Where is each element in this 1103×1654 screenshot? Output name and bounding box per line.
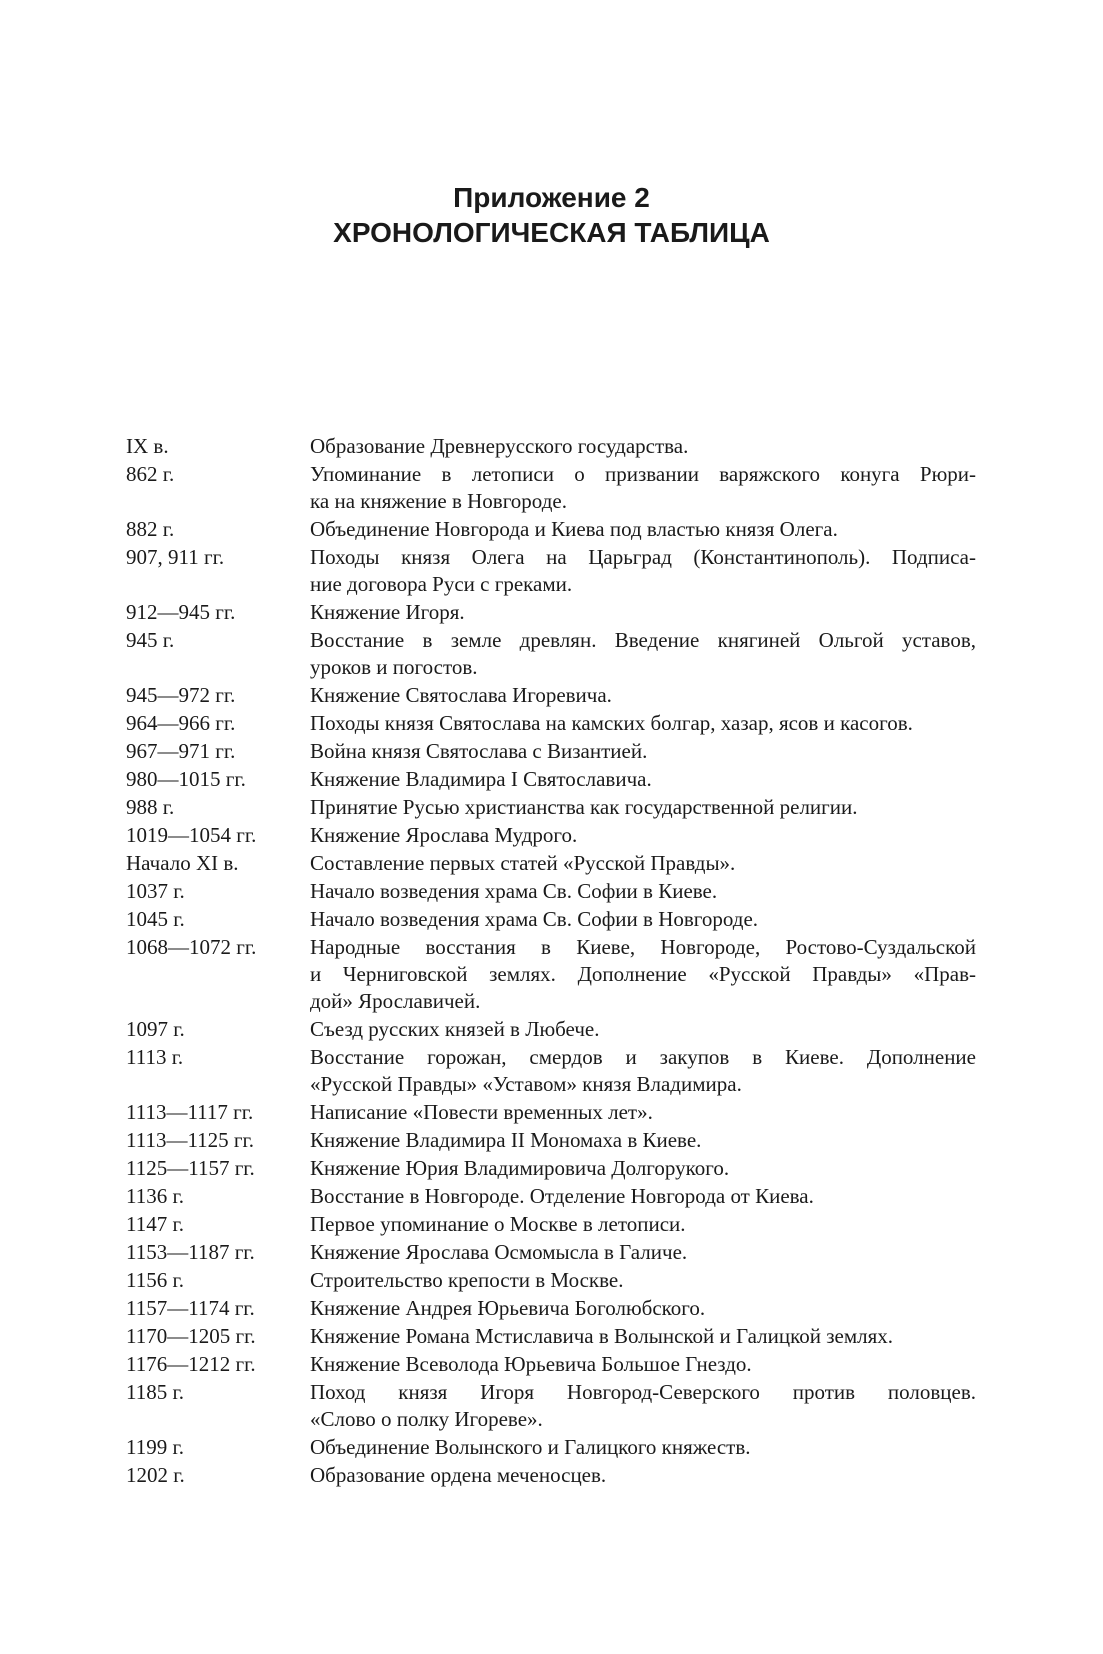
row-event: [310, 1099, 976, 1126]
event-line: Написание «Повести временных лет».: [310, 1100, 653, 1124]
event-line: Строительство крепости в Москве.: [310, 1268, 624, 1292]
row-date: 1097 г.: [126, 1017, 185, 1041]
row-date: 1113 г.: [126, 1045, 184, 1069]
row-date: 980—1015 гг.: [126, 767, 246, 791]
row-event: [310, 738, 976, 765]
chronological-table: [126, 433, 976, 1490]
event-line: Поход князя Игоря Новгород-Северского против половцев.: [310, 1380, 976, 1404]
table-row: [126, 1462, 976, 1489]
table-row: [126, 1239, 976, 1266]
row-date: 912—945 гг.: [126, 600, 236, 624]
event-line: Принятие Русью христианства как государственной религии.: [310, 795, 858, 819]
event-line: Княжение Ярослава Мудрого.: [310, 823, 578, 847]
table-row: [126, 1211, 976, 1238]
row-event: [310, 1434, 976, 1461]
table-row: [126, 878, 976, 905]
row-date: 1157—1174 гг.: [126, 1296, 255, 1320]
event-line: и Черниговской землях. Дополнение «Русской Правды» «Прав-: [310, 962, 976, 986]
row-date: Начало XI в.: [126, 851, 239, 875]
row-event: [310, 878, 976, 905]
row-event: [310, 1044, 976, 1098]
row-event: [310, 1016, 976, 1043]
row-date: 1045 г.: [126, 907, 185, 931]
table-row: [126, 1295, 976, 1322]
row-event: [310, 516, 976, 543]
row-event: [310, 1239, 976, 1266]
table-row: [126, 766, 976, 793]
table-row: [126, 1016, 976, 1043]
event-line: Восстание в земле древлян. Введение княгиней Ольгой уставов,: [310, 628, 976, 652]
table-row: [126, 599, 976, 626]
row-event: [310, 822, 976, 849]
row-event: [310, 1295, 976, 1322]
table-row: [126, 1323, 976, 1350]
event-line: Восстание горожан, смердов и закупов в Киеве. Дополнение: [310, 1045, 976, 1069]
row-event: [310, 599, 976, 626]
row-date: 1199 г.: [126, 1435, 184, 1459]
row-date: 882 г.: [126, 517, 175, 541]
event-line: Начало возведения храма Св. Софии в Новгороде.: [310, 907, 759, 931]
event-line: «Русской Правды» «Уставом» князя Владимира.: [310, 1072, 742, 1096]
table-row: [126, 1155, 976, 1182]
row-event: [310, 1379, 976, 1433]
table-row: [126, 794, 976, 821]
row-date: 1170—1205 гг.: [126, 1324, 256, 1348]
table-title: ХРОНОЛОГИЧЕСКАЯ ТАБЛИЦА: [333, 217, 770, 248]
row-event: [310, 1351, 976, 1378]
event-line: Княжение Игоря.: [310, 600, 465, 624]
row-event: [310, 627, 976, 681]
event-line: Упоминание в летописи о призвании варяжского конуга Рюри-: [310, 462, 976, 486]
row-date: IX в.: [126, 434, 169, 458]
table-row: [126, 850, 976, 877]
row-event: [310, 1323, 976, 1350]
row-date: 1113—1117 гг.: [126, 1100, 254, 1124]
row-event: [310, 906, 976, 933]
table-row: [126, 906, 976, 933]
event-line: Образование ордена меченосцев.: [310, 1463, 607, 1487]
row-event: [310, 1462, 976, 1489]
event-line: Княжение Святослава Игоревича.: [310, 683, 612, 707]
table-row: [126, 1099, 976, 1126]
event-line: Составление первых статей «Русской Правды».: [310, 851, 736, 875]
table-row: [126, 516, 976, 543]
event-line: Походы князя Святослава на камских болгар, хазар, ясов и касогов.: [310, 711, 913, 735]
event-line: Походы князя Олега на Царьград (Константинополь). Подписа-: [310, 545, 976, 569]
row-event: [310, 1267, 976, 1294]
row-event: [310, 433, 976, 460]
table-row: [126, 627, 976, 681]
row-date: 1202 г.: [126, 1463, 185, 1487]
row-date: 1185 г.: [126, 1380, 184, 1404]
event-line: Восстание в Новгороде. Отделение Новгорода от Киева.: [310, 1184, 814, 1208]
event-line: ка на княжение в Новгороде.: [310, 489, 567, 513]
row-event: [310, 850, 976, 877]
event-line: Съезд русских князей в Любече.: [310, 1017, 600, 1041]
row-date: 964—966 гг.: [126, 711, 236, 735]
event-line: Объединение Волынского и Галицкого княжеств.: [310, 1435, 751, 1459]
event-line: дой» Ярославичей.: [310, 989, 481, 1013]
row-date: 1125—1157 гг.: [126, 1156, 255, 1180]
event-line: уроков и погостов.: [310, 655, 478, 679]
event-line: «Слово о полку Игореве».: [310, 1407, 543, 1431]
row-date: 862 г.: [126, 462, 175, 486]
event-line: Княжение Ярослава Осмомысла в Галиче.: [310, 1240, 688, 1264]
row-date: 907, 911 гг.: [126, 545, 225, 569]
row-event: [310, 461, 976, 515]
event-line: Княжение Андрея Юрьевича Боголюбского.: [310, 1296, 706, 1320]
row-date: 1156 г.: [126, 1268, 184, 1292]
table-row: [126, 822, 976, 849]
table-row: [126, 1044, 976, 1098]
row-event: [310, 710, 976, 737]
row-event: [310, 1127, 976, 1154]
table-row: [126, 544, 976, 598]
row-date: 1019—1054 гг.: [126, 823, 257, 847]
row-date: 988 г.: [126, 795, 175, 819]
table-row: [126, 710, 976, 737]
row-event: [310, 1211, 976, 1238]
row-date: 1136 г.: [126, 1184, 184, 1208]
row-date: 1037 г.: [126, 879, 185, 903]
event-line: Княжение Владимира II Мономаха в Киеве.: [310, 1128, 702, 1152]
event-line: Начало возведения храма Св. Софии в Киеве.: [310, 879, 718, 903]
row-date: 967—971 гг.: [126, 739, 236, 763]
table-row: [126, 1127, 976, 1154]
row-date: 945 г.: [126, 628, 175, 652]
row-event: [310, 766, 976, 793]
table-row: [126, 738, 976, 765]
row-date: 1068—1072 гг.: [126, 935, 257, 959]
row-date: 945—972 гг.: [126, 683, 236, 707]
table-row: [126, 1379, 976, 1433]
event-line: Война князя Святослава с Византией.: [310, 739, 648, 763]
event-line: ние договора Руси с греками.: [310, 572, 573, 596]
event-line: Княжение Юрия Владимировича Долгорукого.: [310, 1156, 730, 1180]
row-date: 1147 г.: [126, 1212, 184, 1236]
page-title: [0, 180, 1103, 250]
table-row: [126, 461, 976, 515]
table-row: [126, 934, 976, 1015]
event-line: Народные восстания в Киеве, Новгороде, Ростово-Суздальской: [310, 935, 976, 959]
row-event: [310, 1183, 976, 1210]
row-event: [310, 1155, 976, 1182]
table-row: [126, 682, 976, 709]
table-row: [126, 1434, 976, 1461]
event-line: Первое упоминание о Москве в летописи.: [310, 1212, 686, 1236]
table-row: [126, 1351, 976, 1378]
row-date: 1113—1125 гг.: [126, 1128, 255, 1152]
row-event: [310, 794, 976, 821]
row-event: [310, 934, 976, 1015]
table-row: [126, 433, 976, 460]
row-event: [310, 544, 976, 598]
row-event: [310, 682, 976, 709]
table-row: [126, 1267, 976, 1294]
event-line: Объединение Новгорода и Киева под властью князя Олега.: [310, 517, 838, 541]
event-line: Образование Древнерусского государства.: [310, 434, 689, 458]
row-date: 1176—1212 гг.: [126, 1352, 256, 1376]
event-line: Княжение Владимира I Святославича.: [310, 767, 652, 791]
row-date: 1153—1187 гг.: [126, 1240, 255, 1264]
event-line: Княжение Всеволода Юрьевича Большое Гнездо.: [310, 1352, 752, 1376]
event-line: Княжение Романа Мстиславича в Волынской и Галицкой землях.: [310, 1324, 894, 1348]
table-row: [126, 1183, 976, 1210]
appendix-label: Приложение 2: [453, 182, 650, 213]
